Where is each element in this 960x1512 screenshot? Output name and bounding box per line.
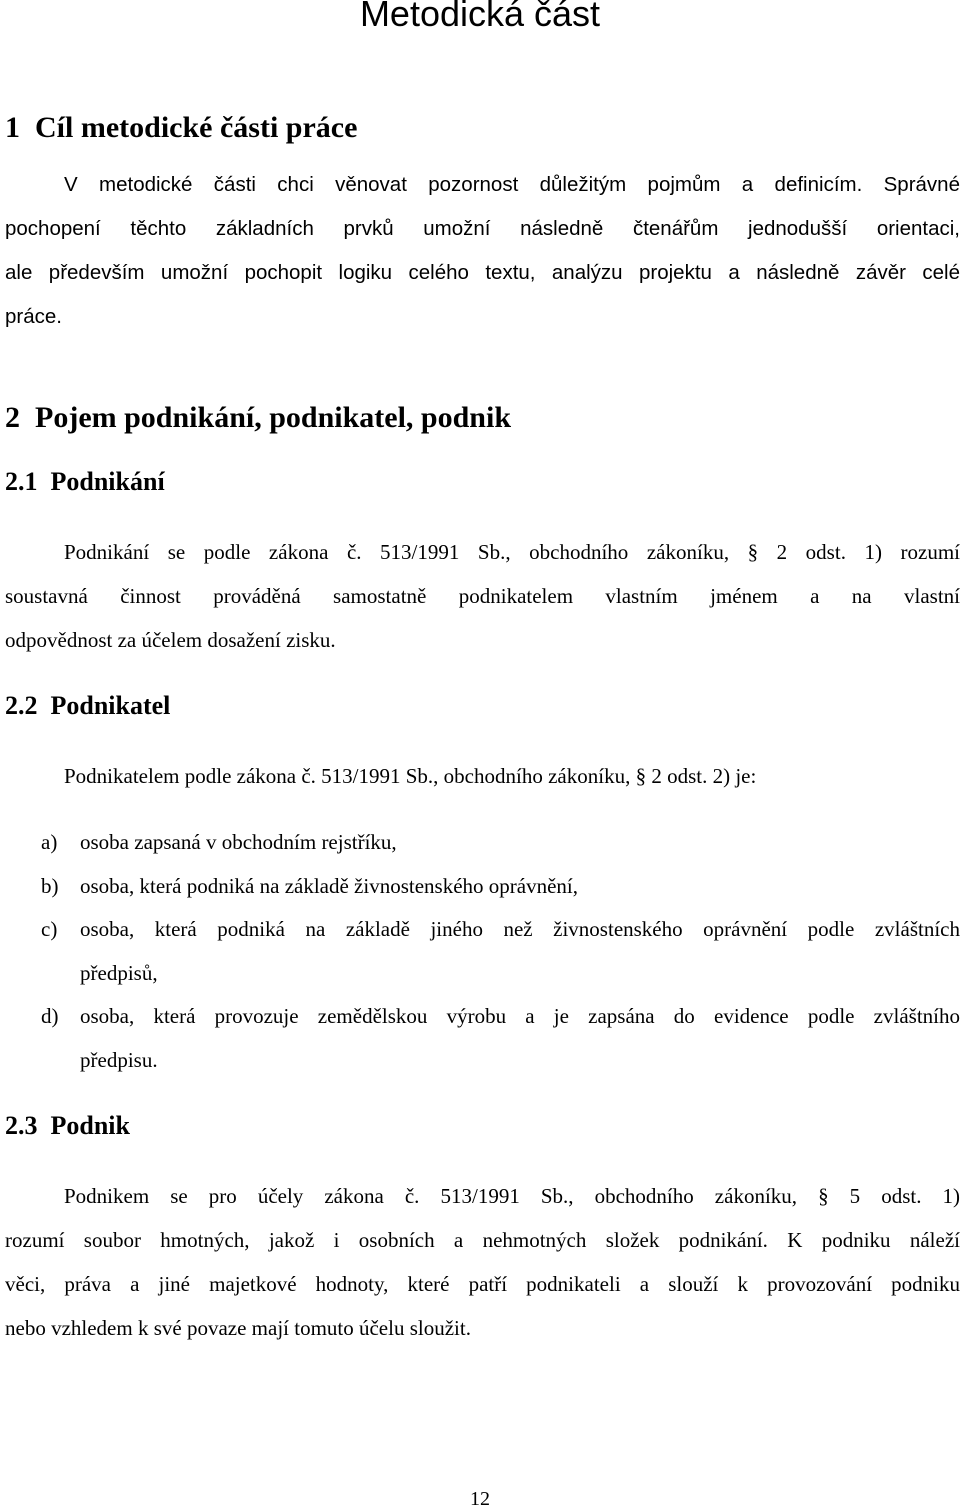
list-item-text: předpisu. <box>80 1048 158 1072</box>
heading-section-2-2 <box>5 690 170 722</box>
heading-number: 2.1 <box>5 467 38 496</box>
list-item-text: osoba, která podniká na základě živnostenského oprávnění, <box>80 874 579 898</box>
heading-number: 1 <box>5 111 20 144</box>
list-item-text: osoba, která podniká na základě jiného než živnostenského oprávnění podle zvláštních <box>80 917 960 941</box>
paragraph-line: ale především umožní pochopit logiku celého textu, analýzu projektu a následně závěr celé <box>5 261 960 284</box>
heading-text: Podnik <box>50 1111 130 1140</box>
paragraph-line: odpovědnost za účelem dosažení zisku. <box>5 628 336 652</box>
heading-number: 2.3 <box>5 1111 38 1140</box>
list-item-label: c) <box>41 917 58 941</box>
paragraph-line: soustavná činnost prováděná samostatně podnikatelem vlastním jménem a na vlastní <box>5 584 960 608</box>
list-item-text: osoba zapsaná v obchodním rejstříku, <box>80 830 397 854</box>
list-item-text: osoba, která provozuje zemědělskou výrobu a je zapsána do evidence podle zvláštního <box>80 1004 960 1028</box>
paragraph-entrepreneur: Podnikatelem podle zákona č. 513/1991 Sb., obchodního zákoníku, § 2 odst. 2) je: <box>64 764 757 788</box>
list-item-text: předpisů, <box>80 961 158 985</box>
heading-section-2-1 <box>5 466 165 498</box>
heading-section-1 <box>5 110 357 146</box>
page-number: 12 <box>470 1488 490 1510</box>
paragraph-line: Podnikem se pro účely zákona č. 513/1991 Sb., obchodního zákoníku, § 5 odst. 1) <box>64 1184 960 1208</box>
paragraph-line: pochopení těchto základních prvků umožní následně čtenářům jednodušší orientaci, <box>5 217 960 240</box>
paragraph-line: nebo vzhledem k své povaze mají tomuto účelu sloužit. <box>5 1316 471 1340</box>
heading-number: 2.2 <box>5 691 38 720</box>
heading-section-2 <box>5 400 511 436</box>
heading-number: 2 <box>5 401 20 434</box>
heading-text: Podnikatel <box>50 691 171 720</box>
heading-text: Cíl metodické části práce <box>35 111 358 144</box>
paragraph-line: věci, práva a jiné majetkové hodnoty, které patří podnikateli a slouží k provozování podniku <box>5 1272 960 1296</box>
paragraph-line: Podnikání se podle zákona č. 513/1991 Sb., obchodního zákoníku, § 2 odst. 1) rozumí <box>64 540 960 564</box>
list-item-label: a) <box>41 830 58 854</box>
paragraph-line: V metodické části chci věnovat pozornost důležitým pojmům a definicím. Správné <box>64 173 960 196</box>
heading-text: Podnikání <box>50 467 165 496</box>
list-item-label: b) <box>41 874 59 898</box>
list-item-label: d) <box>41 1004 59 1028</box>
paragraph-line: práce. <box>5 305 62 328</box>
page-title: Metodická část <box>359 0 601 34</box>
heading-section-2-3 <box>5 1110 130 1142</box>
heading-text: Pojem podnikání, podnikatel, podnik <box>35 401 512 434</box>
paragraph-line: rozumí soubor hmotných, jakož i osobních a nehmotných složek podnikání. K podniku náleží <box>5 1228 960 1252</box>
